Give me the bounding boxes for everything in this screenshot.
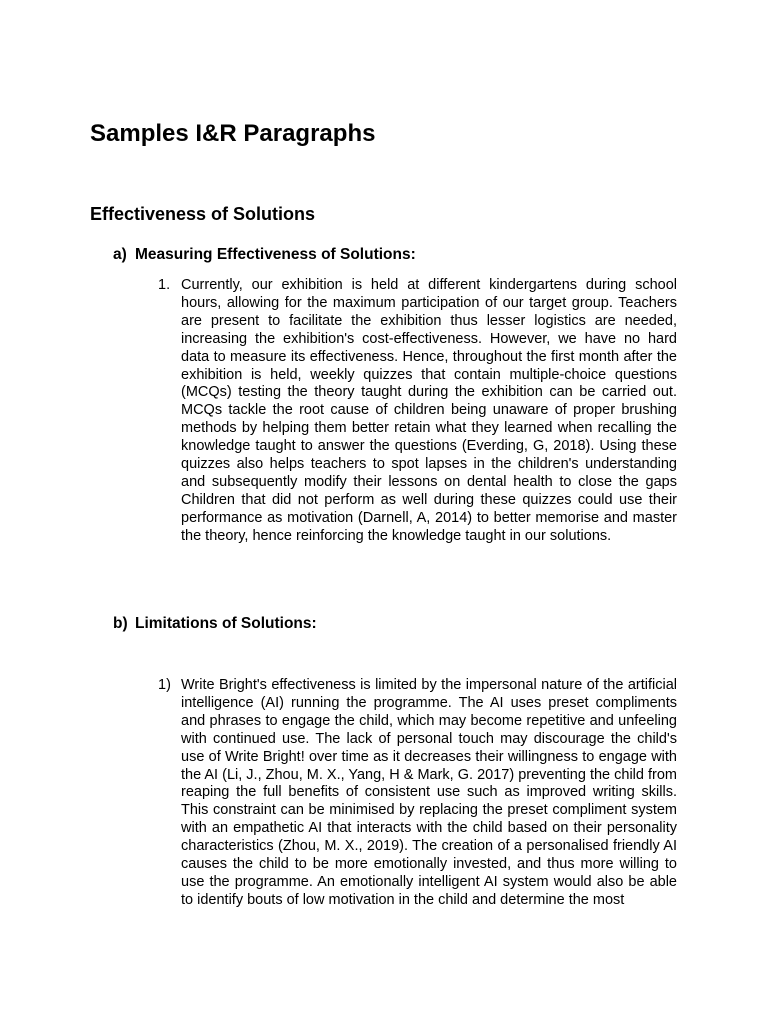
list-item bbox=[158, 677, 677, 910]
list-item-number: 1. bbox=[158, 277, 171, 293]
subsection-heading-text: Limitations of Solutions: bbox=[135, 615, 317, 632]
section-heading: Effectiveness of Solutions bbox=[90, 204, 316, 224]
list-item-number: 1) bbox=[158, 677, 171, 693]
list-item bbox=[158, 277, 677, 546]
list-item-paragraph: Currently, our exhibition is held at different kindergartens during school hours, allowing for the maximum participation of our target group. Teachers are present to facilitate the exhibition thus lesser logistics are needed, increasing the exhibition's cost-effectiveness. However, we have no hard data to measure its effectiveness. Hence, throughout the first month after the exhibition is held, weekly quizzes that contain multiple-choice questions (MCQs) testing the theory taught during the exhibition can be carried out. MCQs tackle the root cause of children being unaware of proper brushing methods by helping them better retain what they learned when recalling the knowledge taught to answer the questions (Everding, G, 2018). Using these quizzes also helps teachers to spot lapses in the children's understanding and subsequently modify their lessons on dental health to close the gaps Children that did not perform as well during these quizzes could use their performance as motivation (Darnell, A, 2014) to better memorise and master the theory, hence reinforcing the knowledge taught in our solutions. bbox=[181, 277, 677, 544]
subsection-marker: b) bbox=[113, 615, 128, 632]
subsection-heading-measuring bbox=[113, 245, 416, 265]
subsection-heading-limitations bbox=[113, 614, 317, 634]
document-title: Samples I&R Paragraphs bbox=[90, 120, 376, 147]
subsection-heading-text: Measuring Effectiveness of Solutions: bbox=[135, 246, 416, 263]
subsection-marker: a) bbox=[113, 246, 127, 263]
list-item-paragraph: Write Bright's effectiveness is limited by the impersonal nature of the artificial intelligence (AI) running the programme. The AI uses preset compliments and phrases to engage the child, which may become repetitive and unfeeling with continued use. The lack of personal touch may discourage the child's use of Write Bright! over time as it decreases their willingness to engage with the AI (Li, J., Zhou, M. X., Yang, H & Mark, G. 2017) preventing the child from reaping the full benefits of consistent use such as improved writing skills. This constraint can be minimised by replacing the preset compliment system with an empathetic AI that interacts with the child based on their personality characteristics (Zhou, M. X., 2019). The creation of a personalised friendly AI causes the child to be more emotionally invested, and thus more willing to use the programme. An emotionally intelligent AI system would also be able to identify bouts of low motivation in the child and determine the most bbox=[181, 677, 677, 908]
